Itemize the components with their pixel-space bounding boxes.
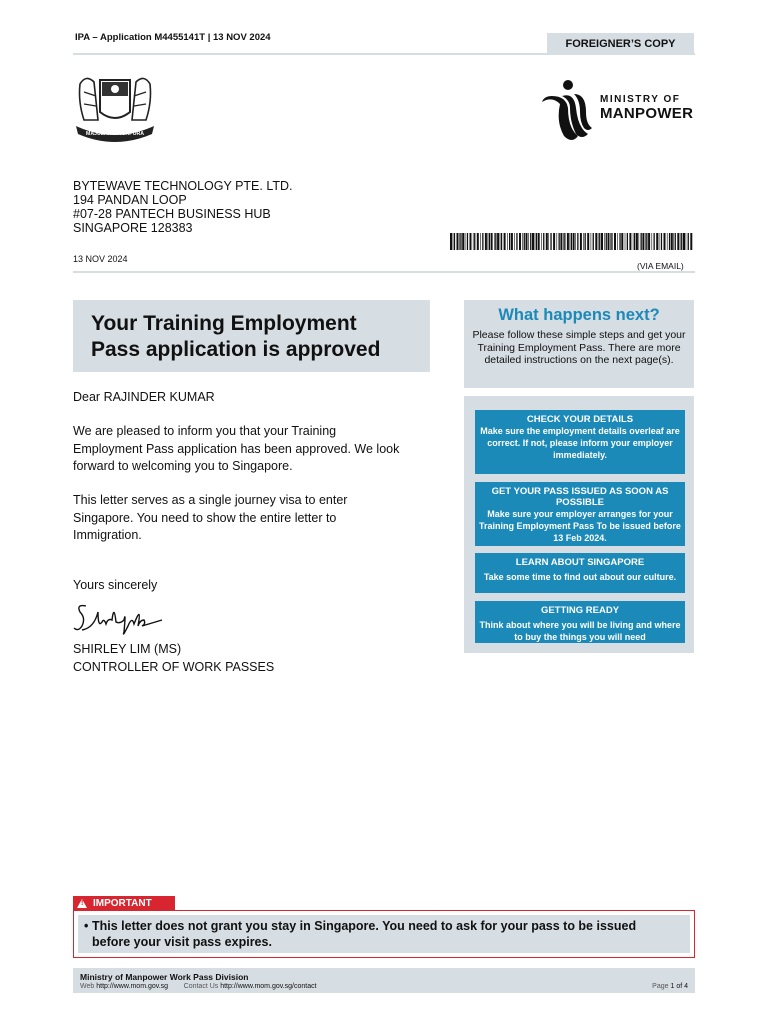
barcode-bar <box>639 233 640 250</box>
barcode-bar <box>536 233 537 250</box>
barcode-bar <box>683 233 685 250</box>
barcode-bar <box>453 233 454 250</box>
top-divider <box>73 53 695 55</box>
signatory-position: CONTROLLER OF WORK PASSES <box>73 660 275 674</box>
address-line: #07-28 PANTECH BUSINESS HUB <box>73 207 271 221</box>
barcode-bar <box>673 233 674 250</box>
delivery-method: (VIA EMAIL) <box>637 261 684 271</box>
crest-motto: MAJULAH SINGAPURA <box>86 131 144 137</box>
approval-title-box <box>73 300 430 372</box>
step-card <box>475 601 685 643</box>
address-line: SINGAPORE 128383 <box>73 221 193 235</box>
step-body: Make sure the employment details overleaf are correct. If not, please inform your employer immediately. <box>480 426 680 460</box>
signature <box>72 598 172 640</box>
barcode <box>450 233 694 250</box>
barcode-bar <box>473 233 474 250</box>
barcode-bar <box>636 233 638 250</box>
barcode-bar <box>507 233 508 250</box>
barcode-bar <box>543 233 544 250</box>
signatory-name: SHIRLEY LIM (MS) <box>73 642 182 656</box>
barcode-bar <box>661 233 662 250</box>
barcode-bar <box>559 233 560 250</box>
barcode-bar <box>501 233 502 250</box>
footer <box>73 968 695 993</box>
barcode-bar <box>489 233 490 250</box>
step-title: LEARN ABOUT SINGAPORE <box>515 557 645 568</box>
barcode-bar <box>633 233 634 250</box>
barcode-bar <box>645 233 646 250</box>
application-reference: IPA – Application M4455141T | 13 NOV 2024 <box>75 32 271 43</box>
barcode-bar <box>465 233 466 250</box>
barcode-bar <box>656 233 658 250</box>
mom-emblem-icon <box>538 78 596 146</box>
barcode-bar <box>634 233 635 250</box>
barcode-bar <box>671 233 673 250</box>
barcode-bar <box>610 233 611 250</box>
what-happens-next-box <box>464 300 694 388</box>
step-card <box>475 553 685 593</box>
barcode-bar <box>524 233 525 250</box>
barcode-bar <box>677 233 679 250</box>
barcode-bar <box>470 233 472 250</box>
barcode-bar <box>681 233 682 250</box>
step-body: Make sure your employer arranges for your Training Employment Pass To be issued before 13 Feb 2024. <box>479 509 681 543</box>
barcode-bar <box>625 233 626 250</box>
barcode-bar <box>500 233 501 250</box>
step-body: Take some time to find out about our culture. <box>483 572 677 582</box>
barcode-bar <box>485 233 487 250</box>
barcode-bar <box>541 233 542 250</box>
step-body: Think about where you will be living and where to buy the things you will need <box>479 620 681 642</box>
barcode-bar <box>575 233 576 250</box>
barcode-bar <box>606 233 607 250</box>
barcode-bar <box>587 233 589 250</box>
barcode-bar <box>567 233 569 250</box>
barcode-bar <box>454 233 455 250</box>
ministry-line2: MANPOWER <box>600 105 694 122</box>
barcode-bar <box>690 233 692 250</box>
barcode-bar <box>619 233 620 250</box>
letter-paragraph: This letter serves as a single journey visa to enter Singapore. You need to show the entire letter to Immigration. <box>73 493 348 542</box>
barcode-bar <box>591 233 592 250</box>
barcode-bar <box>675 233 676 250</box>
barcode-bar <box>480 233 481 250</box>
barcode-bar <box>477 233 479 250</box>
closing: Yours sincerely <box>73 578 158 592</box>
barcode-bar <box>497 233 499 250</box>
steps-box <box>464 396 694 653</box>
page-title: Your Training Employment Pass application is approved <box>91 312 381 361</box>
barcode-bar <box>564 233 565 250</box>
barcode-bar <box>629 233 631 250</box>
employer-address <box>73 179 293 235</box>
barcode-bar <box>459 233 460 250</box>
barcode-bar <box>516 233 517 250</box>
step-card <box>475 482 685 546</box>
copy-label: FOREIGNER’S COPY <box>547 33 694 54</box>
barcode-bar <box>550 233 551 250</box>
barcode-bar <box>688 233 689 250</box>
company-name: BYTEWAVE TECHNOLOGY PTE. LTD. <box>73 179 293 193</box>
barcode-bar <box>511 233 513 250</box>
barcode-bar <box>495 233 496 250</box>
step-title: GET YOUR PASS ISSUED AS SOON AS POSSIBLE <box>491 486 669 508</box>
barcode-bar <box>573 233 575 250</box>
barcode-bar <box>535 233 536 250</box>
footer-division: Ministry of Manpower Work Pass Division <box>80 972 249 982</box>
next-heading: What happens next? <box>498 306 660 324</box>
barcode-bar <box>488 233 489 250</box>
salutation: Dear RAJINDER KUMAR <box>73 390 215 404</box>
web-link[interactable]: http://www.mom.gov.sg <box>96 983 169 990</box>
barcode-bar <box>580 233 582 250</box>
barcode-bar <box>604 233 605 250</box>
barcode-bar <box>598 233 599 250</box>
barcode-bar <box>614 233 616 250</box>
barcode-bar <box>664 233 666 250</box>
barcode-bar <box>530 233 531 250</box>
barcode-bar <box>467 233 468 250</box>
barcode-bar <box>450 233 452 250</box>
barcode-bar <box>538 233 540 250</box>
important-text: This letter does not grant you stay in Singapore. You need to ask for your pass to be issued before your visit pass expires. <box>92 919 637 949</box>
barcode-bar <box>570 233 571 250</box>
barcode-bar <box>617 233 618 250</box>
section-divider <box>73 271 695 273</box>
barcode-bar <box>593 233 594 250</box>
page-indicator: Page 1 of 4 <box>652 983 688 990</box>
barcode-bar <box>526 233 528 250</box>
barcode-bar <box>680 233 681 250</box>
barcode-bar <box>621 233 623 250</box>
important-label: IMPORTANT <box>93 897 152 909</box>
singapore-crest-icon <box>72 72 158 142</box>
barcode-bar <box>648 233 650 250</box>
address-line: 194 PANDAN LOOP <box>73 193 187 207</box>
contact-link[interactable]: http://www.mom.gov.sg/contact <box>220 983 317 990</box>
barcode-bar <box>585 233 586 250</box>
barcode-bar <box>522 233 523 250</box>
barcode-bar <box>641 233 642 250</box>
barcode-bar <box>667 233 668 250</box>
barcode-bar <box>460 233 461 250</box>
barcode-bar <box>474 233 475 250</box>
barcode-bar <box>571 233 572 250</box>
barcode-bar <box>548 233 549 250</box>
barcode-bar <box>509 233 510 250</box>
barcode-bar <box>457 233 459 250</box>
ministry-line1: MINISTRY OF <box>600 94 681 105</box>
barcode-bar <box>491 233 493 250</box>
barcode-bar <box>652 233 653 250</box>
barcode-bar <box>482 233 483 250</box>
important-notice <box>73 910 695 958</box>
barcode-bar <box>627 233 628 250</box>
barcode-bar <box>611 233 612 250</box>
footer-links: Web http://www.mom.gov.sg Contact Us http://www.mom.gov.sg/contact <box>80 983 317 990</box>
step-title: GETTING READY <box>540 605 620 616</box>
barcode-bar <box>659 233 660 250</box>
barcode-bar <box>686 233 687 250</box>
barcode-bar <box>557 233 558 250</box>
barcode-bar <box>601 233 603 250</box>
barcode-bar <box>599 233 600 250</box>
barcode-bar <box>514 233 515 250</box>
step-title: CHECK YOUR DETAILS <box>526 414 634 425</box>
barcode-bar <box>654 233 655 250</box>
step-card <box>475 410 685 474</box>
barcode-bar <box>553 233 555 250</box>
barcode-bar <box>563 233 564 250</box>
letter-paragraph: We are pleased to inform you that your Training Employment Pass application has been approved. We look forward to welcoming you to Singapore. <box>73 424 400 473</box>
barcode-bar <box>532 233 534 250</box>
barcode-bar <box>577 233 578 250</box>
barcode-bar <box>504 233 506 250</box>
barcode-bar <box>560 233 562 250</box>
next-instructions: Please follow these simple steps and get your Training Employment Pass. There are more detailed instructions on the next page(s). <box>472 329 686 366</box>
barcode-bar <box>528 233 529 250</box>
letter-date: 13 NOV 2024 <box>73 254 128 264</box>
barcode-bar <box>642 233 644 250</box>
barcode-bar <box>546 233 548 250</box>
warning-icon: ! <box>77 899 87 908</box>
barcode-bar <box>608 233 610 250</box>
barcode-bar <box>494 233 495 250</box>
barcode-bar <box>583 233 584 250</box>
barcode-bar <box>669 233 670 250</box>
barcode-bar <box>519 233 521 250</box>
ministry-of-manpower-logo <box>538 78 698 146</box>
barcode-bar <box>595 233 597 250</box>
bullet-icon: • <box>84 919 89 933</box>
important-tab <box>73 896 175 910</box>
barcode-bar <box>646 233 647 250</box>
barcode-bar <box>462 233 464 250</box>
